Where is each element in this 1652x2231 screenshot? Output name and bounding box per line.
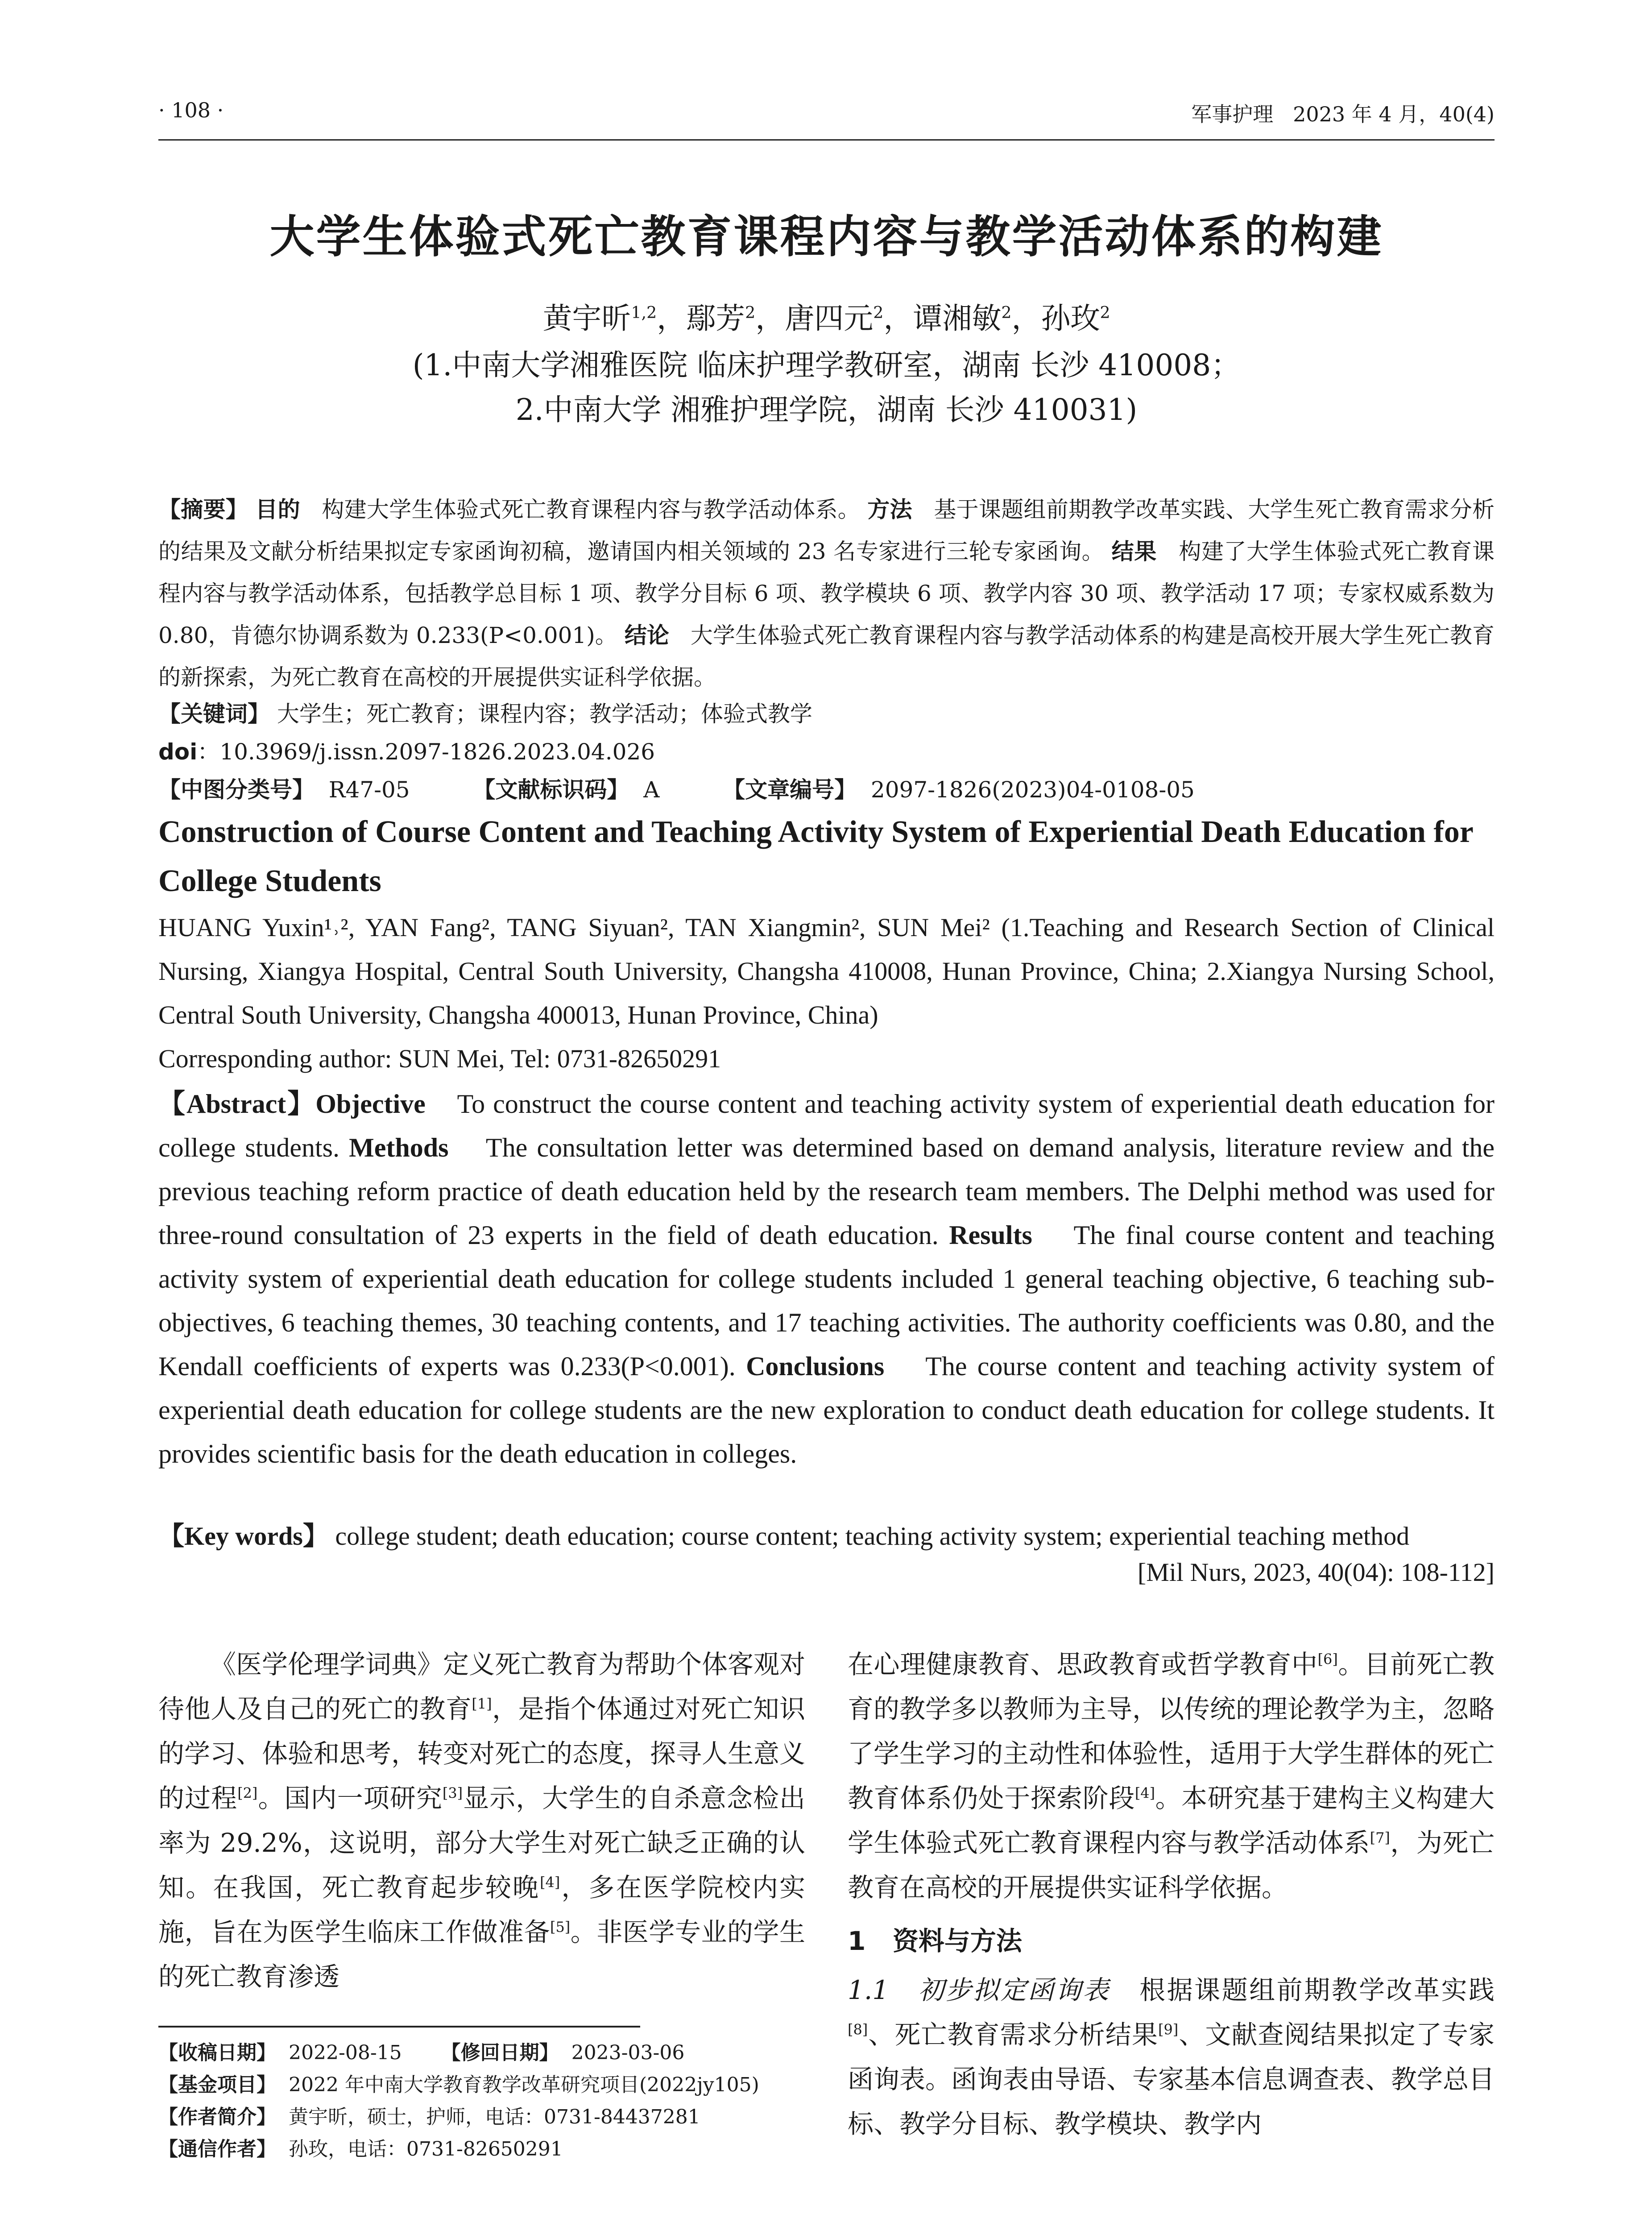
author-affiliation-mark: 2 bbox=[873, 303, 884, 322]
doc-code-label: 【文献标识码】 bbox=[473, 777, 629, 803]
ref-link[interactable]: [5] bbox=[550, 1918, 571, 1936]
section-heading: 1 资料与方法 bbox=[848, 1926, 1022, 1956]
results-en-label: Results bbox=[949, 1220, 1032, 1250]
received-date: 2022-08-15 bbox=[288, 2041, 402, 2064]
results-label: 结果 bbox=[1111, 539, 1157, 564]
conclusions-en-label: Conclusions bbox=[746, 1352, 885, 1381]
intro-continued: 在心理健康教育、思政教育或哲学教育中[6]。目前死亡教育的教学多以教师为主导，以传统的理论教学为主，忽略了学生学习的主动性和体验性，适用于大学生群体的死亡教育体系仍处于探索阶段[4]。本研究基于建构主义构建大学生体验式死亡教育课程内容与教学活动体系[7]，为死亡教育在高校的开展提供实证科学依据。 bbox=[848, 1649, 1495, 1903]
ref-link[interactable]: [4] bbox=[540, 1874, 560, 1891]
author-name: 鄢芳 bbox=[686, 301, 745, 336]
methods-en-text: The consultation letter was determined based on demand analysis, literature review and the previous teaching reform practice of death education held by the research team members. The Delphi method was used for three-round consultation of 23 experts in the field of death education. bbox=[158, 1133, 1495, 1250]
keywords-text: 大学生；死亡教育；课程内容；教学活动；体验式教学 bbox=[277, 701, 812, 727]
received-label: 【收稿日期】 bbox=[158, 2041, 276, 2064]
ref-link[interactable]: [3] bbox=[442, 1784, 463, 1802]
abstract-cn bbox=[158, 489, 1495, 698]
results-text: 构建了大学生体验式死亡教育课程内容与教学活动体系，包括教学总目标 1 项、教学分目标 6 项、教学模块 6 项、教学内容 30 项、教学活动 17 项；专家权威系数为 0.80，肯德尔协调系数为 0.233(P<0.001)。 bbox=[158, 539, 1495, 648]
corresponding-text: 孙玫，电话：0731-82650291 bbox=[288, 2138, 563, 2161]
fund-text: 2022 年中南大学教育教学改革研究项目(2022jy105) bbox=[288, 2073, 759, 2096]
doi-label: doi bbox=[158, 739, 198, 765]
author-affiliation-mark: 2 bbox=[1001, 303, 1012, 322]
abstract-label: 【摘要】 bbox=[158, 497, 248, 523]
author-bio-label: 【作者简介】 bbox=[158, 2106, 276, 2128]
objective-label: 目的 bbox=[255, 497, 300, 523]
keywords-en-text: college student; death education; course content; teaching activity system; experiential teaching method bbox=[335, 1522, 1410, 1551]
header-rule bbox=[158, 139, 1495, 141]
page-number: · 108 · bbox=[158, 98, 224, 122]
subsection-heading: 1.1 初步拟定函询表 bbox=[848, 1975, 1110, 2005]
ref-link[interactable]: [1] bbox=[472, 1695, 492, 1713]
author-name: 孙玫 bbox=[1041, 301, 1100, 336]
ref-link[interactable]: [9] bbox=[1158, 2021, 1179, 2038]
methods-paragraph: 1.1 初步拟定函询表 根据课题组前期教学改革实践[8]、死亡教育需求分析结果[9]、文献查阅结果拟定了专家函询表。函询表由导语、专家基本信息调查表、教学总目标、教学分目标、教学模块、教学内 bbox=[848, 1975, 1495, 2139]
article-number-value: 2097-1826(2023)04-0108-05 bbox=[870, 777, 1195, 803]
paper-title: 大学生体验式死亡教育课程内容与教学活动体系的构建 bbox=[269, 211, 1383, 263]
author-bio-line bbox=[158, 2101, 805, 2133]
ref-link[interactable]: [2] bbox=[237, 1784, 258, 1802]
affiliation-line-1: (1.中南大学湘雅医院 临床护理学教研室，湖南 长沙 410008； bbox=[412, 348, 1241, 382]
methods-label: 方法 bbox=[867, 497, 912, 523]
conclusions-en-text: The course content and teaching activity system of experiential death education for college students are the new exploration to conduct death education for college students. It provides scientific basis for the death education in colleges. bbox=[158, 1352, 1495, 1468]
fund-line bbox=[158, 2069, 805, 2101]
ref-link[interactable]: [7] bbox=[1370, 1829, 1390, 1846]
conclusion-label: 结论 bbox=[624, 622, 669, 648]
author-name: 唐四元 bbox=[785, 301, 874, 336]
doi-link[interactable]: ：10.3969/j.issn.2097-1826.2023.04.026 bbox=[197, 739, 655, 765]
doi-line bbox=[158, 734, 1495, 766]
corresponding-label: 【通信作者】 bbox=[158, 2138, 276, 2161]
methods-en-label: Methods bbox=[349, 1133, 449, 1162]
classification-line bbox=[158, 772, 1495, 804]
objective-en-label: Objective bbox=[315, 1089, 426, 1119]
citation: [Mil Nurs, 2023, 40(04): 108-112] bbox=[1137, 1558, 1495, 1587]
objective-text: 构建大学生体验式死亡教育课程内容与教学活动体系。 bbox=[322, 497, 861, 523]
footnotes bbox=[158, 2037, 805, 2165]
author-affiliation-mark: 2 bbox=[1100, 303, 1110, 322]
running-header bbox=[158, 98, 1495, 129]
body-right-column bbox=[848, 1642, 1495, 2146]
abstract-en bbox=[158, 1082, 1495, 1476]
clc-value: R47-05 bbox=[328, 777, 410, 803]
intro-paragraph: 《医学伦理学词典》定义死亡教育为帮助个体客观对待他人及自己的死亡的教育[1]，是指个体通过对死亡知识的学习、体验和思考，转变对死亡的态度，探寻人生意义的过程[2]。国内一项研究[3]显示，大学生的自杀意念检出率为 29.2%，这说明，部分大学生对死亡缺乏正确的认知。在我国，死亡教育起步较晚[4]，多在医学院校内实施，旨在为医学生临床工作做准备[5]。非医学专业的学生的死亡教育渗透 bbox=[158, 1649, 806, 1992]
english-title: Construction of Course Content and Teaching Activity System of Experiential Death Education for College Students bbox=[158, 815, 1473, 898]
revised-date: 2023-03-06 bbox=[571, 2041, 685, 2064]
author-bio-text: 黄宇昕，硕士，护师，电话：0731-84437281 bbox=[288, 2106, 700, 2128]
methods-text: 基于课题组前期教学改革实践、大学生死亡教育需求分析的结果及文献分析结果拟定专家函询初稿，邀请国内相关领域的 23 名专家进行三轮专家函询。 bbox=[158, 497, 1495, 564]
keywords-en bbox=[158, 1515, 1495, 1552]
corresponding-line bbox=[158, 2133, 805, 2165]
ref-link[interactable]: [6] bbox=[1317, 1650, 1338, 1668]
article-number-label: 【文章编号】 bbox=[723, 777, 857, 803]
affiliation-line-2: 2.中南大学 湘雅护理学院，湖南 长沙 410031) bbox=[515, 393, 1138, 427]
author-name: 谭湘敏 bbox=[913, 301, 1002, 336]
journal-info: 军事护理 2023 年 4 月，40(4) bbox=[1191, 102, 1495, 126]
received-revised-line bbox=[158, 2037, 805, 2069]
author-list: 黄宇昕$^{1,2}$，鄢芳$^2$，唐四元$^2$，谭湘敏$^2$，孙玫$^2$ bbox=[542, 301, 1110, 336]
abstract-en-label: 【Abstract】 bbox=[158, 1089, 316, 1119]
results-en-text: The final course content and teaching activity system of experiential death education for college students included 1 general teaching objective, 6 teaching sub-objectives, 6 teaching themes, 30 teaching contents, and 17 teaching activities. The authority coefficients was 0.80, and the Kendall coefficients of experts was 0.233(P<0.001). bbox=[158, 1220, 1495, 1381]
footnote-rule bbox=[158, 2026, 640, 2028]
ref-link[interactable]: [4] bbox=[1134, 1784, 1155, 1802]
doc-code-value: A bbox=[643, 777, 660, 803]
author-name: 黄宇昕 bbox=[542, 301, 631, 336]
objective-en-text: To construct the course content and teaching activity system of experiential death education for college students. bbox=[158, 1089, 1495, 1162]
body-left-column bbox=[158, 1642, 805, 1999]
english-authors bbox=[158, 906, 1495, 1081]
fund-label: 【基金项目】 bbox=[158, 2073, 276, 2096]
clc-label: 【中图分类号】 bbox=[158, 777, 315, 803]
conclusion-text: 大学生体验式死亡教育课程内容与教学活动体系的构建是高校开展大学生死亡教育的新探索，为死亡教育在高校的开展提供实证科学依据。 bbox=[158, 622, 1495, 690]
author-affiliation-mark: 1,2 bbox=[631, 303, 657, 322]
keywords-en-label: 【Key words】 bbox=[158, 1522, 329, 1551]
author-affiliation-mark: 2 bbox=[745, 303, 756, 322]
corresponding-author: Corresponding author: SUN Mei, Tel: 0731-82650291 bbox=[158, 1044, 721, 1073]
keywords-label: 【关键词】 bbox=[158, 701, 270, 727]
english-author-affiliations: HUANG Yuxin¹˒², YAN Fang², TANG Siyuan², TAN Xiangmin², SUN Mei² (1.Teaching and Research Section of Clinical Nursing, Xiangya Hospital, Central South University, Changsha 410008, Hunan Province, China; 2.Xiangya Nursing School, Central South University, Changsha 400013, Hunan Province, China) bbox=[158, 913, 1495, 1029]
ref-link[interactable]: [8] bbox=[848, 2021, 868, 2038]
revised-label: 【修回日期】 bbox=[441, 2041, 559, 2064]
keywords-cn bbox=[158, 696, 1495, 728]
